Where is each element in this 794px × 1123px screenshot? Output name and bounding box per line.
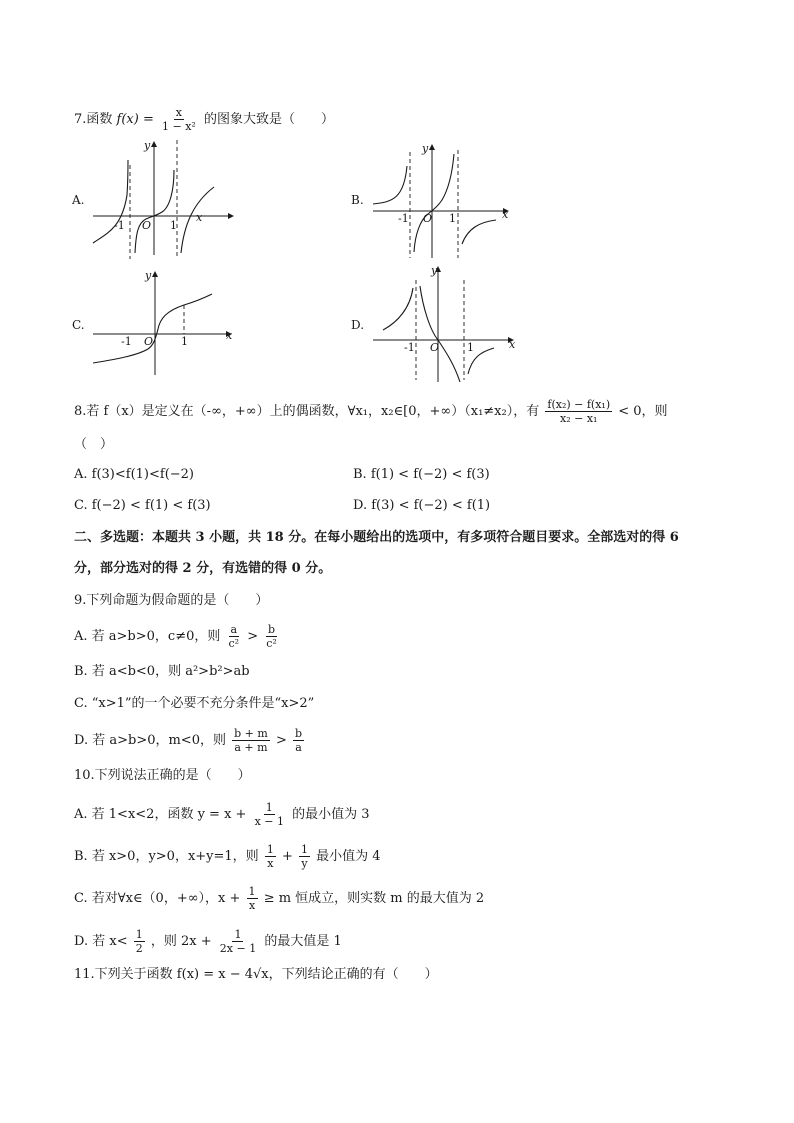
q10-option-b [74,843,381,870]
q7-option-c-graph [88,265,238,380]
q7-func-lhs: f(x) = [116,112,154,127]
q10-d-den1: 2 [135,942,143,955]
q10-d-tail: 的最大值是 1 [264,934,342,949]
q9-option-d [74,727,306,754]
q10-d-num1: 1 [135,928,143,941]
q8-frac-num: f(x₂) − f(x₁) [547,398,611,411]
q7-suffix: 的图象大致是（ ） [203,112,334,127]
q10-b-text: B. 若 x>0，y>0，x+y=1，则 [74,849,259,864]
q9-stem: 9.下列命题为假命题的是（ ） [74,593,269,608]
x-axis-label: x [509,338,516,351]
q7-option-a-graph [88,135,238,260]
tick-pos-1: 1 [181,335,188,348]
q9-option-a [74,623,281,650]
y-axis-label: y [145,269,152,282]
q10-d-mid: ，则 2x + [150,934,212,949]
tick-pos-1: 1 [170,219,177,232]
x-axis-label: x [226,329,233,342]
y-axis-arrow [152,271,158,277]
q8-option-d: D. f(3) < f(−2) < f(1) [353,498,491,513]
q8-paren: （ ） [74,437,114,452]
y-axis-arrow [151,141,157,147]
q9-a-num1: a [230,623,238,636]
q9-a-op: > [247,629,259,644]
q7-option-d-label: D. [351,318,365,332]
q10-d-den2: 2x − 1 [219,942,257,955]
q11-stem: 11.下列关于函数 f(x) = x − 4√x，下列结论正确的有（ ） [74,967,438,982]
origin-label: O [423,212,433,225]
q10-option-c [74,885,484,912]
q9-a-den2: c² [266,637,277,650]
q10-d-frac2 [218,928,258,955]
q9-a-den1: c² [228,637,240,650]
curve-middle [420,286,460,382]
curve-left [373,166,407,204]
q10-b-num1: 1 [266,843,274,856]
origin-label: O [142,219,152,232]
y-axis-label: y [431,264,438,277]
y-axis-arrow [429,144,435,150]
q7-option-b-graph [368,140,518,265]
q10-c-tail: ≥ m 恒成立，则实数 m 的最大值为 2 [263,891,485,906]
q9-d-op: > [275,733,287,748]
origin-label: O [430,341,440,354]
q7-option-a-label: A. [72,193,85,207]
q10-a-den: x − 1 [254,815,284,828]
q8-stem [74,398,668,425]
tick-pos-1: 1 [467,341,474,354]
tick-neg-1: -1 [114,219,125,232]
q7-func-den: 1 − x² [162,120,196,133]
q9-a-frac1 [227,623,242,650]
q9-d-den1: a + m [234,741,268,754]
q9-option-c: C. “x>1”的一个必要不充分条件是“x>2” [74,696,315,711]
q10-b-den1: x [267,857,274,870]
q8-option-c: C. f(−2) < f(1) < f(3) [74,498,211,513]
q7-func-num: x [175,106,183,119]
section2-line2: 分，部分选对的得 2 分，有选错的得 0 分。 [74,561,332,576]
q7-option-c-label: C. [72,318,85,332]
q10-b-frac2 [299,843,310,870]
curve-middle [414,154,454,252]
tick-neg-1: -1 [404,341,415,354]
curve-right [462,220,496,244]
q10-c-frac [247,885,258,912]
q7-prefix: 7.函数 [74,112,113,127]
q9-a-frac2 [264,623,279,650]
q10-option-a [74,801,370,828]
q10-c-num: 1 [248,885,256,898]
q9-d-frac2 [293,727,304,754]
q10-a-num: 1 [265,801,273,814]
q10-d-frac1 [134,928,145,955]
q10-stem: 10.下列说法正确的是（ ） [74,768,251,783]
q8-frac-den: x₂ − x₁ [560,412,598,425]
tick-pos-1: 1 [449,212,456,225]
q10-d-text: D. 若 x< [74,934,128,949]
q10-d-num2: 1 [234,928,242,941]
q10-b-frac1 [265,843,276,870]
q8-text1: 8.若 f（x）是定义在（-∞，+∞）上的偶函数，∀x₁，x₂∈[0，+∞）（x₁≠x₂），有 [74,404,540,419]
tick-neg-1: -1 [398,212,409,225]
q9-a-text: A. 若 a>b>0，c≠0，则 [74,629,221,644]
q10-a-tail: 的最小值为 3 [292,807,370,822]
q10-c-text: C. 若对∀x∈（0，+∞），x + [74,891,241,906]
q8-text2: < 0，则 [618,404,668,419]
curve [93,294,212,363]
y-axis-label: y [422,142,429,155]
q9-d-frac1 [232,727,270,754]
q10-b-op: + [281,849,293,864]
q8-fraction [545,398,612,425]
tick-neg-1: -1 [121,335,132,348]
q7-func-fraction [160,106,198,133]
section2-line1: 二、多选题：本题共 3 小题，共 18 分。在每小题给出的选项中，有多项符合题目要求。全部选对的得 6 [74,530,679,545]
q10-b-den2: y [301,857,308,870]
q10-a-text: A. 若 1<x<2，函数 y = x + [74,807,247,822]
origin-label: O [144,335,154,348]
q9-a-num2: b [268,623,276,636]
q7-stem [74,106,334,133]
q8-option-a: A. f(3)<f(1)<f(−2) [74,467,195,482]
x-axis-label: x [196,211,203,224]
q8-option-b: B. f(1) < f(−2) < f(3) [353,467,490,482]
x-axis-label: x [502,208,509,221]
y-axis-label: y [144,139,151,152]
q10-option-d [74,928,342,955]
q7-option-d-graph [368,260,518,385]
q10-c-den: x [248,899,256,912]
q9-d-num1: b + m [234,727,268,740]
q9-d-text: D. 若 a>b>0，m<0，则 [74,733,226,748]
q10-b-tail: 最小值为 4 [316,849,381,864]
q10-a-frac [253,801,286,828]
q9-option-b: B. 若 a<b<0，则 a²>b²>ab [74,664,250,679]
q9-d-num2: b [295,727,303,740]
q9-d-den2: a [295,741,302,754]
curve-left [383,288,413,330]
q7-option-b-label: B. [351,193,364,207]
q10-b-num2: 1 [301,843,309,856]
x-axis-arrow [228,213,234,219]
